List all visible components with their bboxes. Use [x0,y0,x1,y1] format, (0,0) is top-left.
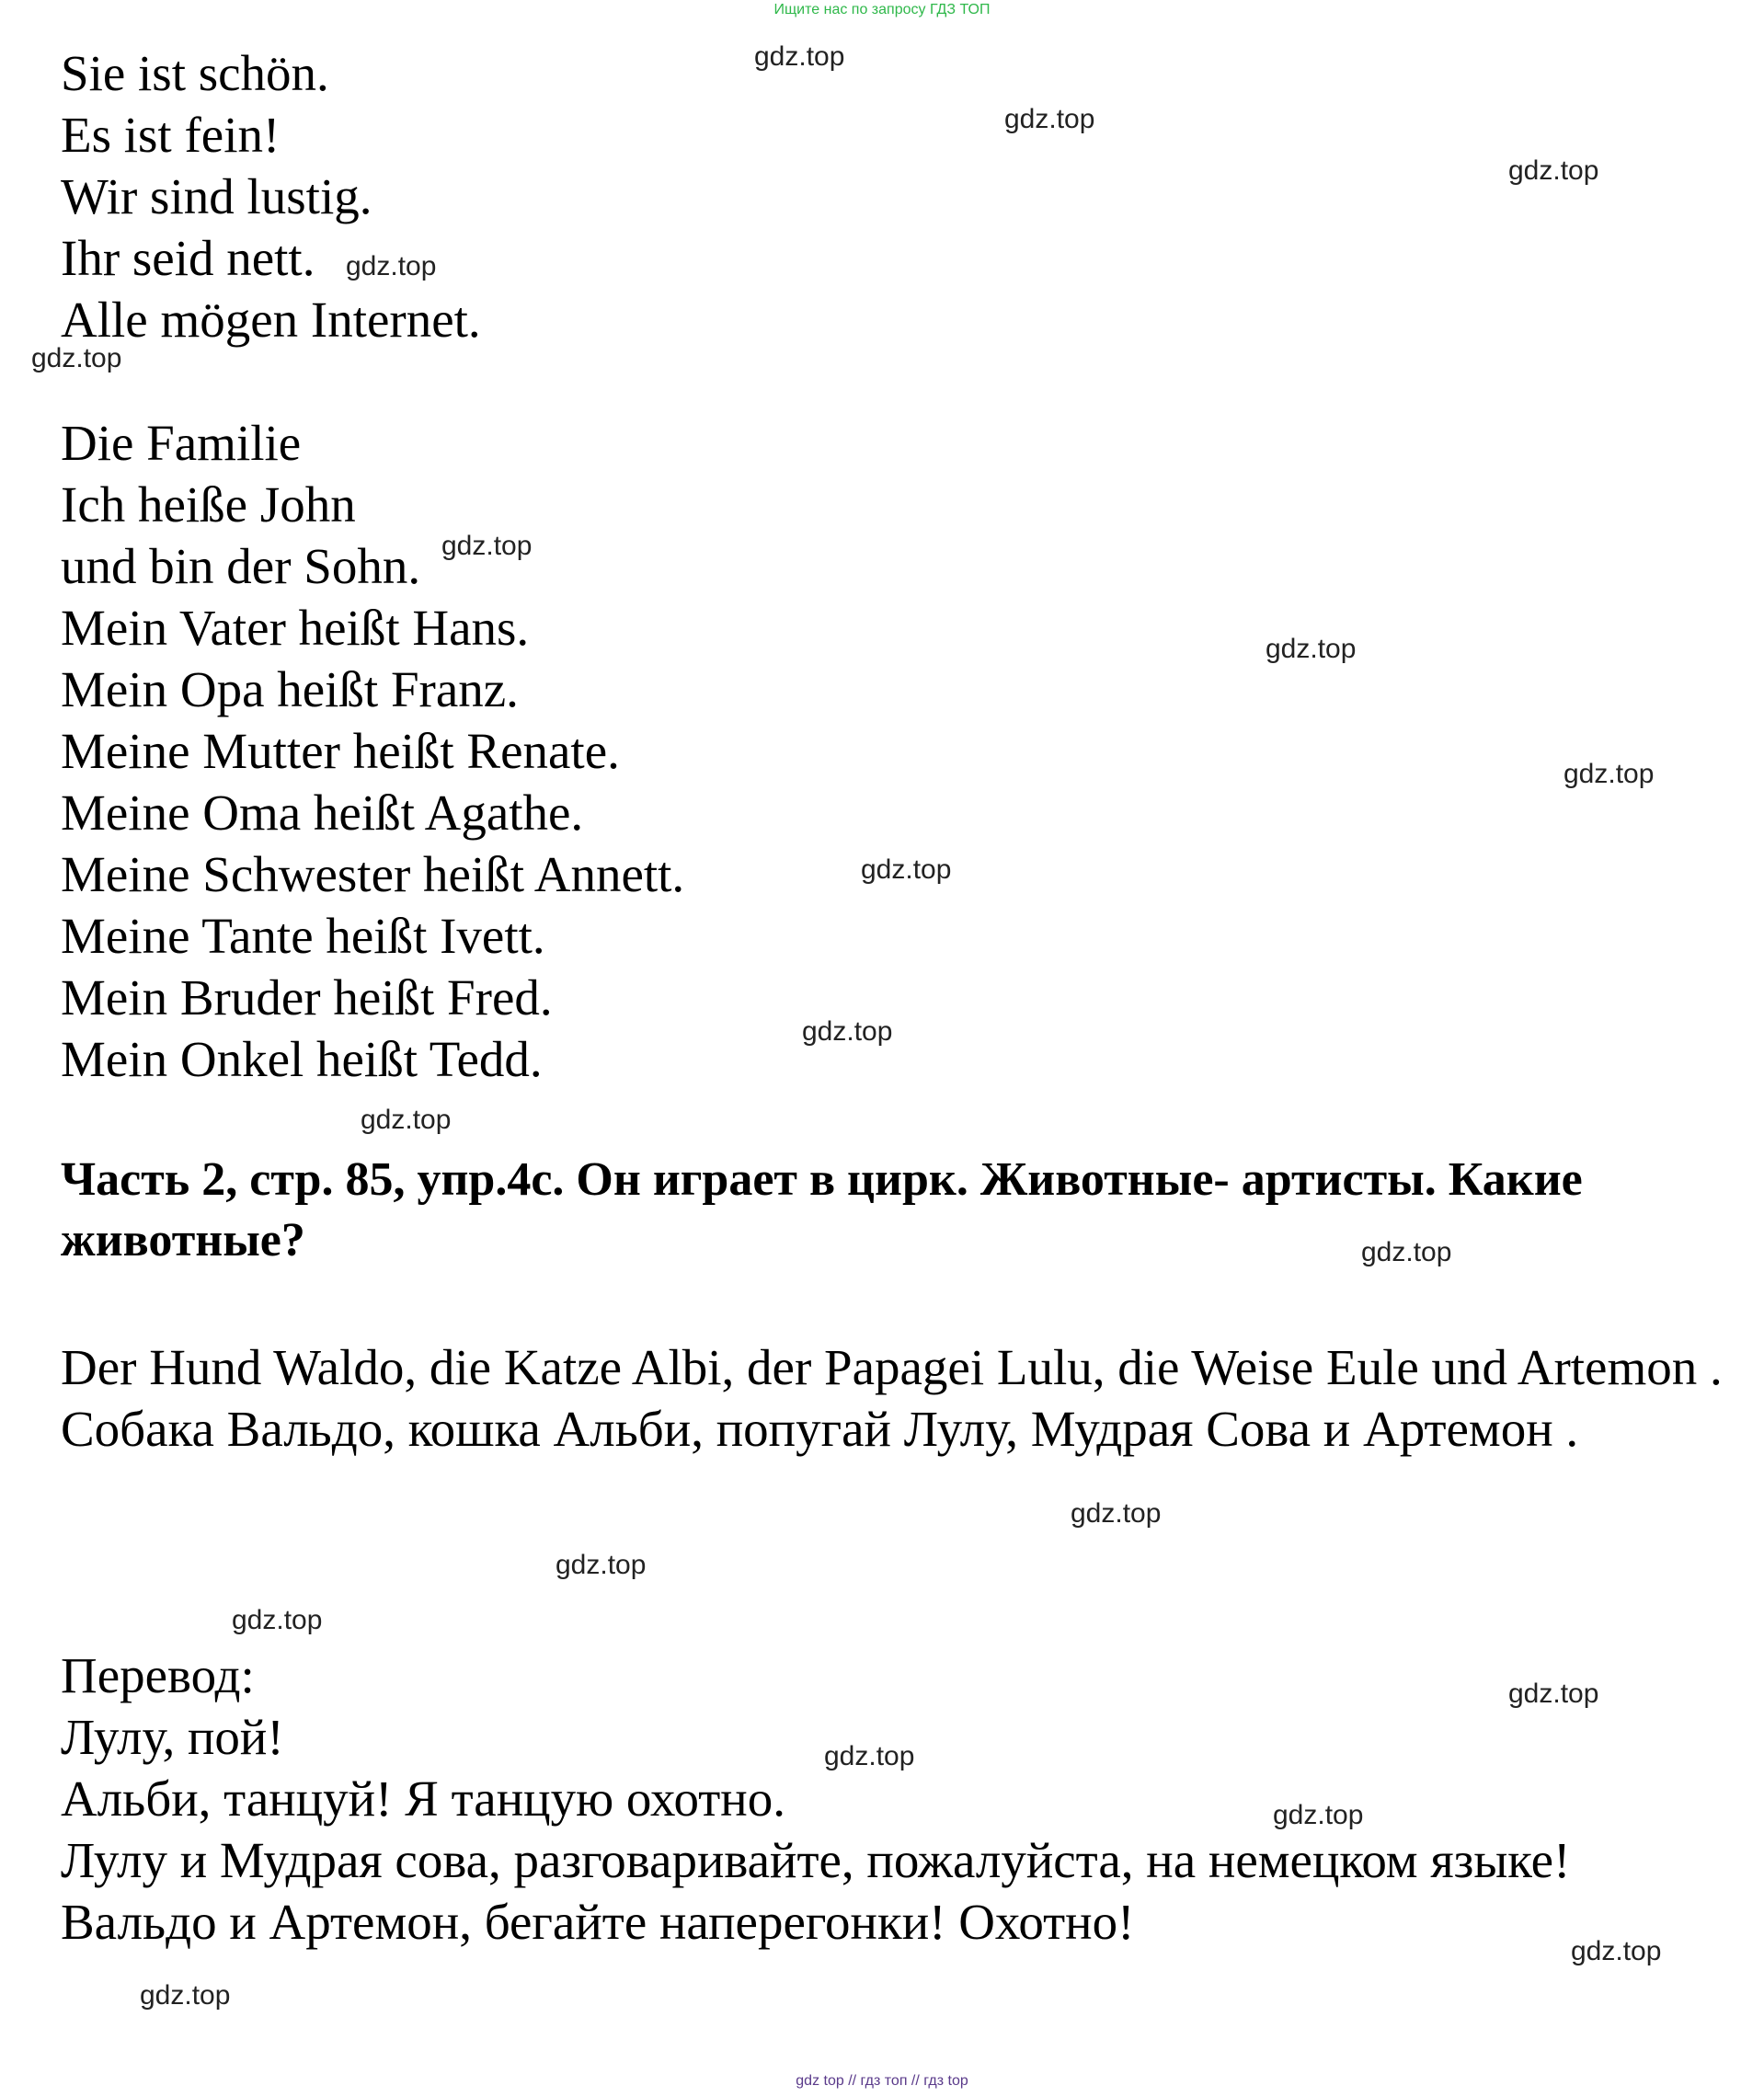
poem-line: Ihr seid nett. [61,230,315,286]
watermark: gdz.top [31,343,122,373]
watermark: gdz.top [232,1605,323,1635]
poem-line: Mein Bruder heißt Fred. [61,969,553,1026]
poem-title: Die Familie [61,415,302,471]
poem-line: Mein Opa heißt Franz. [61,661,519,717]
footer-links: gdz top // гдз топ // гдз top [796,2073,968,2089]
answer-paragraph: Der Hund Waldo, die Katze Albi, der Papagei Lulu, die Weise Eule und Artemon . Собака Вальдо, кошка Альби, попугай Лулу, Мудрая Сова и Артемон . [61,1339,1723,1457]
translation-line: Лулу, пой! [61,1709,284,1765]
poem-line: Meine Mutter heißt Renate. [61,723,620,779]
poem-line: Ich heiße John [61,476,356,533]
top-banner: Ищите нас по запросу ГДЗ ТОП [773,2,991,17]
watermark: gdz.top [556,1550,647,1580]
watermark: gdz.top [1508,1679,1599,1709]
watermark: gdz.top [361,1105,452,1135]
translation-line: Альби, танцуй! Я танцую охотно. [61,1770,785,1827]
watermark: gdz.top [1564,759,1655,789]
poem-lines-1 [61,42,481,350]
poem-line: Meine Tante heißt Ivett. [61,908,545,964]
watermark: gdz.top [802,1016,893,1047]
watermark: gdz.top [1273,1800,1364,1830]
watermark: gdz.top [861,854,952,885]
translation-line: Лулу и Мудрая сова, разговаривайте, пожалуйста, на немецком языке! [61,1832,1571,1888]
poem-line: und bin der Sohn. [61,538,421,594]
watermark: gdz.top [1004,104,1095,134]
watermark: gdz.top [824,1741,915,1771]
poem-line: Meine Schwester heißt Annett. [61,846,685,902]
watermark: gdz.top [1571,1936,1662,1966]
watermark: gdz.top [1266,634,1357,664]
poem-line: Es ist fein! [61,107,281,163]
poem-line: Wir sind lustig. [61,168,372,224]
watermark: gdz.top [1508,155,1599,186]
poem-line: Meine Oma heißt Agathe. [61,785,584,841]
watermark: gdz.top [346,251,437,281]
poem-line: Mein Onkel heißt Tedd. [61,1031,543,1087]
poem-family [61,412,684,1090]
watermark: gdz.top [140,1980,231,2011]
watermark: gdz.top [1071,1498,1162,1529]
watermark: gdz.top [441,531,533,561]
watermark: gdz.top [754,41,845,72]
exercise-heading: Часть 2, стр. 85, упр.4c. Он играет в цирк. Животные- артисты. Какие животные? [61,1153,1583,1266]
translation-title: Перевод: [61,1647,255,1703]
poem-line: Mein Vater heißt Hans. [61,600,530,656]
poem-line: Alle mögen Internet. [61,292,481,348]
translation-line: Вальдо и Артемон, бегайте наперегонки! Охотно! [61,1894,1135,1950]
poem-line: Sie ist schön. [61,45,329,101]
watermark: gdz.top [1361,1237,1452,1267]
